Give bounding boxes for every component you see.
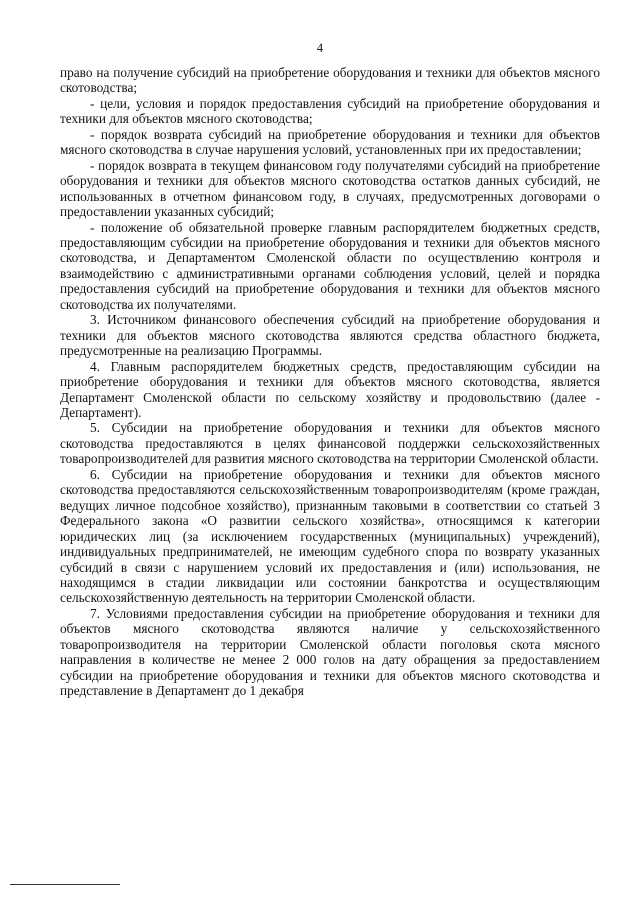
paragraph: 7. Условиями предоставления субсидии на приобретение оборудования и техники для объектов мясного скотоводства являются наличие у сельскохозяйственного товаропроизводителя на территории Смоленской области поголовья скота мясного направления в количестве не менее 2 000 голов на дату обращения за предоставлением субсидии на приобретение оборудования и техники для объектов мясного скотоводства и представление в Департамент до 1 декабря (60, 605, 600, 699)
document-body (60, 65, 600, 699)
paragraph: 4. Главным распорядителем бюджетных средств, предоставляющим субсидии на приобретение оборудования и техники для объектов мясного скотоводства, является Департамент Смоленской области по сельскому хозяйству и продовольствию (далее - Департамент). (60, 358, 600, 420)
footer-rule (10, 884, 120, 885)
paragraph: 5. Субсидии на приобретение оборудования и техники для объектов мясного скотоводства предоставляются в целях финансовой поддержки сельскохозяйственных товаропроизводителей для развития мясного скотоводства на территории Смоленской области. (60, 420, 600, 467)
paragraph: 3. Источником финансового обеспечения субсидий на приобретение оборудования и техники для объектов мясного скотоводства являются средства областного бюджета, предусмотренные на реализацию Программы. (60, 312, 600, 359)
paragraph: - порядок возврата в текущем финансовом году получателями субсидий на приобретение оборудования и техники для объектов мясного скотоводства остатков данных субсидий, не использованных в отчетном финансовом году, в случаях, предусмотренных договорами о предоставлении указанных субсидий; (60, 157, 600, 220)
page-number: 4 (316, 41, 324, 55)
paragraph: - порядок возврата субсидий на приобретение оборудования и техники для объектов мясного скотоводства в случае нарушения условий, установленных при их предоставлении; (60, 126, 600, 158)
paragraph: право на получение субсидий на приобретение оборудования и техники для объектов мясного скотоводства; (60, 65, 600, 96)
paragraph: 6. Субсидии на приобретение оборудования и техники для объектов мясного скотоводства предоставляются сельскохозяйственным товаропроизводителям (кроме граждан, ведущих личное подсобное хозяйство), признанным таковыми в соответствии со статьей 3 Федерального закона «О развитии сельского хозяйства», относящимся к категории юридических лиц (за исключением государственных (муниципальных) учреждений), индивидуальных предпринимателей, не имеющим судебного спора по возврату указанных субсидий в связи с нарушением условий их предоставления и (или) использования, не находящимся в стадии ликвидации или состоянии банкротства и осуществляющим сельскохозяйственную деятельность на территории Смоленской области. (60, 466, 600, 606)
paragraph: - положение об обязательной проверке главным распорядителем бюджетных средств, предоставляющим субсидии на приобретение оборудования и техники для объектов мясного скотоводства, и Департаментом Смоленской области по осуществлению контроля и взаимодействию с административными органами соблюдения условий, целей и порядка предоставления субсидий на приобретение оборудования и техники для объектов мясного скотоводства их получателями. (60, 219, 600, 312)
paragraph: - цели, условия и порядок предоставления субсидий на приобретение оборудования и техники для объектов мясного скотоводства; (60, 95, 600, 127)
